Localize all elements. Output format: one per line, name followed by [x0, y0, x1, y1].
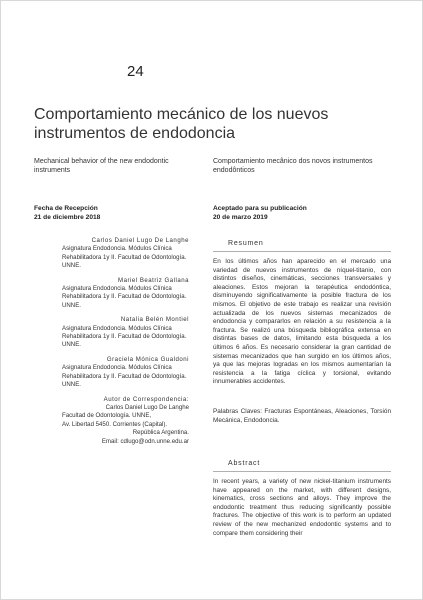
- author-affiliation: Asignatura Endodoncia. Módulos Clínica Rehabilitadora 1y II. Facultad de Odontología. UNNE.: [62, 324, 187, 349]
- author-entry: [34, 277, 189, 311]
- reception-date: 21 de diciembre 2018: [34, 213, 101, 221]
- author-affiliation: Asignatura Endodoncia. Módulos Clínica Rehabilitadora 1y II. Facultad de Odontología. UNNE.: [62, 364, 187, 389]
- author-entry: [34, 356, 189, 390]
- author-entry: [34, 316, 189, 350]
- subtitle-english: Mechanical behavior of the new endodontic instruments: [34, 158, 169, 174]
- author-name: Mariel Beatriz Gallana: [118, 276, 189, 284]
- correspondence-email[interactable]: Email: cdlugo@odn.unne.edu.ar: [101, 437, 189, 445]
- correspondence-faculty: Facultad de Odontología. UNNE,: [62, 412, 152, 420]
- subtitle-portuguese: Comportamiento mecânico dos novos instrumentos endodônticos: [213, 158, 373, 174]
- author-name: Natalia Belén Montiel: [120, 316, 189, 324]
- author-affiliation: Asignatura Endodoncia. Módulos Clínica Rehabilitadora 1y II. Facultad de Odontología. UNNE.: [62, 285, 187, 309]
- correspondence-block: [34, 396, 189, 446]
- correspondence-title: Autor de Correspondencia:: [103, 395, 189, 403]
- correspondence-address: Av. Libertad 5450. Corrientes (Capital).: [62, 420, 168, 428]
- abstract-text: In recent years, a variety of new nickel-titanium instruments have appeared on the market, with different designs, kinematics, cross sections and alloys. They improve the endodontic treatment thus reducing significantly possible fractures. The objective of this work is to perform an updated review of the new mechanized endodontic systems and to compare them considering their: [213, 478, 391, 537]
- resumen-text: En los últimos años han aparecido en el mercado una variedad de nuevos instrumentos de níquel-titanio, con distintos diseños, cinemáticas, secciones transversales y aleaciones. Estos mejoran la terapéutica endodóntica, disminuyendo significativamente la posible fractura de los mismos. El objetivo de este trabajo es realizar una revisión actualizada de los nuevos sistemas mecanizados de endodoncia y compararlos en relación a su resistencia a la fractura. Se realizó una búsqueda bibliográfica extensa en distintas bases de datos, limitando esta búsqueda a los últimos 6 años. Es necesario considerar la gran cantidad de sistemas mecanizados que han surgido en los últimos años, ya que las mejoras logradas en los mismos aumentarían la resistencia a la fatiga cíclica y torsional, evitando innumerables accidentes.: [213, 258, 391, 386]
- author-affiliation: Asignatura Endodoncia. Módulos Clínica Rehabilitadora 1y II. Facultad de Odontología. UNNE.: [62, 245, 187, 270]
- resumen-rule: [213, 251, 391, 252]
- author-name: Carlos Daniel Lugo De Langhe: [91, 237, 189, 244]
- author-entry: [34, 237, 189, 271]
- correspondence-name: Carlos Daniel Lugo De Langhe: [105, 403, 189, 411]
- author-name: Graciela Mónica Gualdoni: [106, 355, 189, 363]
- acceptance-label: Aceptado para su publicación: [213, 205, 307, 212]
- acceptance-date: 20 de marzo 2019: [213, 213, 268, 221]
- reception-block: [34, 205, 204, 223]
- correspondence-country: República Argentina.: [132, 429, 189, 437]
- acceptance-block: [213, 205, 383, 223]
- page-number: 24: [127, 63, 144, 80]
- authors-column: [34, 237, 189, 452]
- article-title: Comportamiento mecánico de los nuevos instrumentos de endodoncia: [34, 106, 329, 142]
- keywords-text: Palabras Claves: Fracturas Espontáneas, Aleaciones, Torsión Mecánica, Endodoncia.: [213, 408, 391, 424]
- reception-label: Fecha de Recepción: [34, 205, 98, 212]
- abstract-rule: [213, 471, 391, 472]
- abstract-heading: Abstract: [228, 460, 261, 467]
- resumen-heading: Resumen: [228, 240, 264, 247]
